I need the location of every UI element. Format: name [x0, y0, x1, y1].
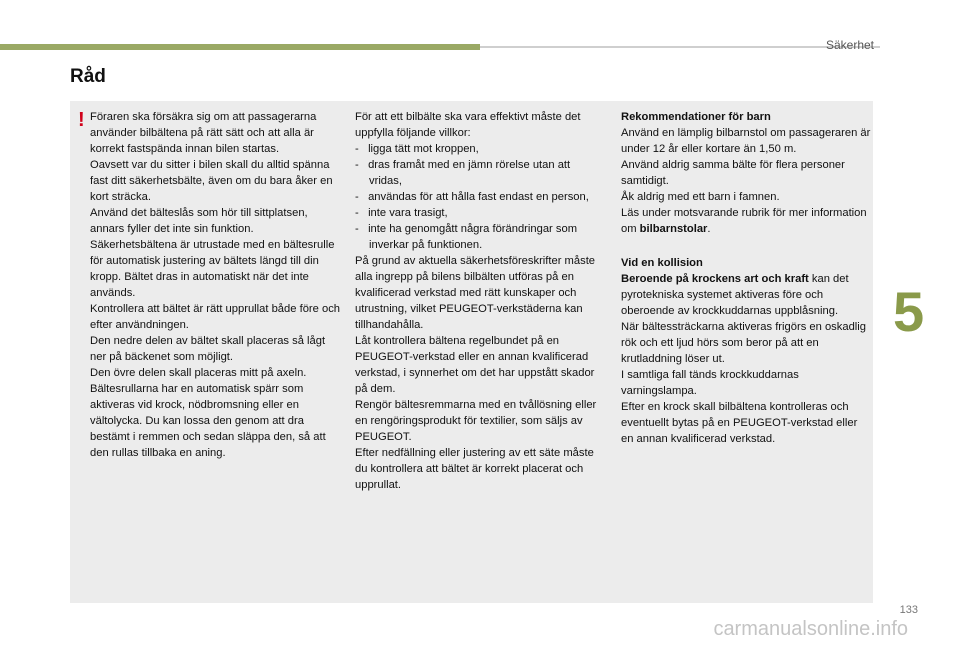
paragraph: Oavsett var du sitter i bilen skall du alltid spänna fast ditt säkerhetsbälte, även om du bara åker en kort sträcka.: [90, 159, 333, 203]
chapter-number: 5: [893, 280, 925, 343]
paragraph: Kontrollera att bältet är rätt upprullat både före och efter användningen.: [90, 303, 341, 331]
section-title: Säkerhet: [825, 38, 874, 52]
header-accent-bar: [0, 44, 480, 50]
list-item: - inte vara trasigt,: [355, 207, 448, 219]
paragraph: Bältesrullarna har en automatisk spärr som aktiveras vid krock, nödbromsning eller en vältolycka. Du kan lossa den genom att dra bestämt i remmen och sedan släppa den, så att den rullas tillbaka en aning.: [90, 383, 326, 459]
page-number: 133: [899, 604, 918, 616]
intro-paragraph: För att ett bilbälte ska vara effektivt måste det uppfylla följande villkor:: [355, 111, 581, 139]
warning-icon: !: [78, 109, 85, 131]
paragraph: Åk aldrig med ett barn i famnen.: [621, 191, 780, 203]
column-seatbelt-conditions: [355, 109, 605, 493]
column-seatbelt-use: [78, 109, 341, 461]
paragraph: När bältessträckarna aktiveras frigörs en oskadlig rök och ett ljud hörs som beror på att en krutladdning löser ut.: [621, 321, 866, 365]
paragraph: Föraren ska försäkra sig om att passagerarna använder bilbältena på rätt sätt och att alla är korrekt fastspända innan bilen startas.: [90, 111, 317, 155]
paragraph: Använd aldrig samma bälte för flera personer samtidigt.: [621, 159, 845, 187]
reference-paragraph: Läs under motsvarande rubrik för mer information om bilbarnstolar.: [621, 207, 867, 235]
paragraph: Efter en krock skall bilbältena kontrolleras och eventuellt bytas på en PEUGEOT-verkstad eller en annan kvalificerad verkstad.: [621, 401, 858, 445]
content-panel: [70, 101, 873, 603]
children-heading: Rekommendationer för barn: [621, 111, 771, 123]
paragraph: Den övre delen skall placeras mitt på axeln.: [90, 367, 307, 379]
paragraph: På grund av aktuella säkerhetsföreskrifter måste alla ingrepp på bilens bilbälten utföras på en kvalificerad verkstad med rätt kunskaper och utrustning, vilket PEUGEOT-verkstäderna kan tillhandahålla.: [355, 255, 596, 331]
page-title: Råd: [70, 66, 106, 87]
list-item: - inte ha genomgått några förändringar som inverkar på funktionen.: [355, 223, 578, 251]
paragraph: Använd det bälteslås som hör till sittplatsen, annars fyller det inte sin funktion.: [90, 207, 308, 235]
watermark: carmanualsonline.info: [713, 618, 908, 640]
paragraph: Den nedre delen av bältet skall placeras så lågt ner på bäckenet som möjligt.: [90, 335, 326, 363]
paragraph: Efter nedfällning eller justering av ett säte måste du kontrollera att bältet är korrekt placerat och upprullat.: [355, 447, 594, 491]
list-item: - dras framåt med en jämn rörelse utan att vridas,: [355, 159, 571, 187]
paragraph: Låt kontrollera bältena regelbundet på en PEUGEOT-verkstad eller en annan kvalificerad verkstad, i synnerhet om det har uppstått skador på dem.: [355, 335, 595, 395]
list-item: - ligga tätt mot kroppen,: [355, 143, 479, 155]
column-children-collision: [621, 109, 871, 447]
collision-heading: Vid en kollision: [621, 257, 703, 269]
header-rule: [480, 46, 880, 48]
paragraph: Beroende på krockens art och kraft kan det pyrotekniska systemet aktiveras före och oberoende av krockkuddarnas uppblåsning.: [621, 273, 849, 317]
paragraph: Rengör bältesremmarna med en tvållösning eller en rengöringsprodukt för textilier, som säljs av PEUGEOT.: [355, 399, 597, 443]
paragraph: I samtliga fall tänds krockkuddarnas varningslampa.: [621, 369, 799, 397]
list-item: - användas för att hålla fast endast en person,: [355, 191, 589, 203]
paragraph: Använd en lämplig bilbarnstol om passageraren är under 12 år eller kortare än 1,50 m.: [621, 127, 871, 155]
paragraph: Säkerhetsbältena är utrustade med en bältesrulle för automatisk justering av bältets längd till din kropp. Bältet dras in automatiskt när det inte används.: [90, 239, 335, 299]
